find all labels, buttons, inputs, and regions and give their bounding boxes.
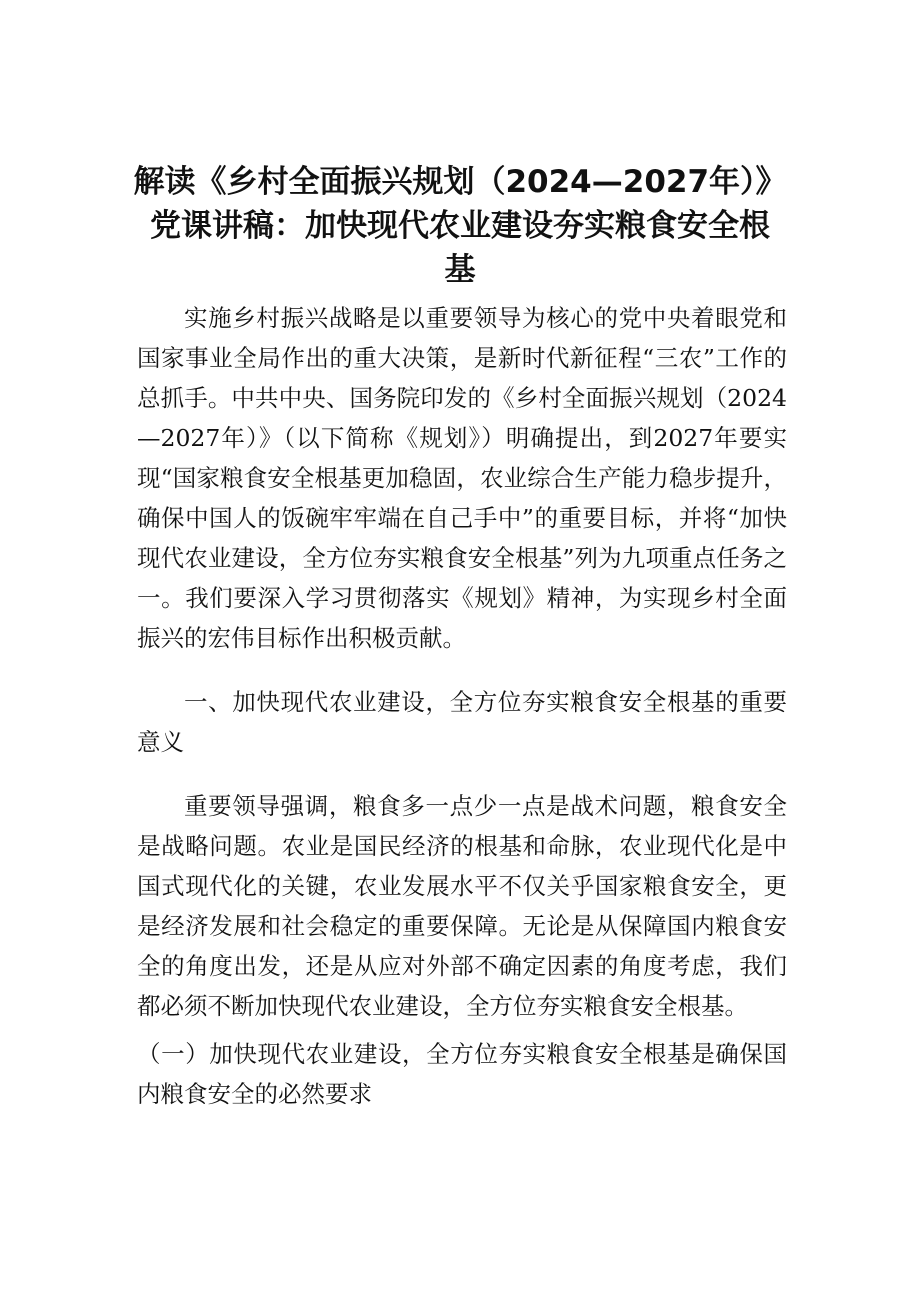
title-line-3: 基 bbox=[444, 252, 476, 288]
document-body bbox=[137, 298, 787, 1114]
title-line-1: 解读《乡村全面振兴规划（2024—2027年）》 bbox=[133, 164, 787, 200]
document-title bbox=[120, 160, 800, 292]
section-heading-1: 一、加快现代农业建设，全方位夯实粮食安全根基的重要意义 bbox=[137, 688, 787, 756]
title-line-2: 党课讲稿：加快现代农业建设夯实粮食安全根 bbox=[150, 208, 770, 244]
subsection-heading-1: （一）加快现代农业建设，全方位夯实粮食安全根基是确保国内粮食安全的必然要求 bbox=[137, 1040, 787, 1108]
intro-paragraph: 实施乡村振兴战略是以重要领导为核心的党中央着眼党和国家事业全局作出的重大决策，是新时代新征程“三农”工作的总抓手。中共中央、国务院印发的《乡村全面振兴规划（2024—2027年）》（以下简称《规划》）明确提出，到2027年要实现“国家粮食安全根基更加稳固，农业综合生产能力稳步提升，确保中国人的饭碗牢牢端在自己手中”的重要目标，并将“加快现代农业建设，全方位夯实粮食安全根基”列为九项重点任务之一。我们要深入学习贯彻落实《规划》精神，为实现乡村全面振兴的宏伟目标作出积极贡献。 bbox=[137, 304, 787, 652]
section-paragraph: 重要领导强调，粮食多一点少一点是战术问题，粮食安全是战略问题。农业是国民经济的根基和命脉，农业现代化是中国式现代化的关键，农业发展水平不仅关乎国家粮食安全，更是经济发展和社会稳定的重要保障。无论是从保障国内粮食安全的角度出发，还是从应对外部不确定因素的角度考虑，我们都必须不断加快现代农业建设，全方位夯实粮食安全根基。 bbox=[137, 792, 787, 1020]
